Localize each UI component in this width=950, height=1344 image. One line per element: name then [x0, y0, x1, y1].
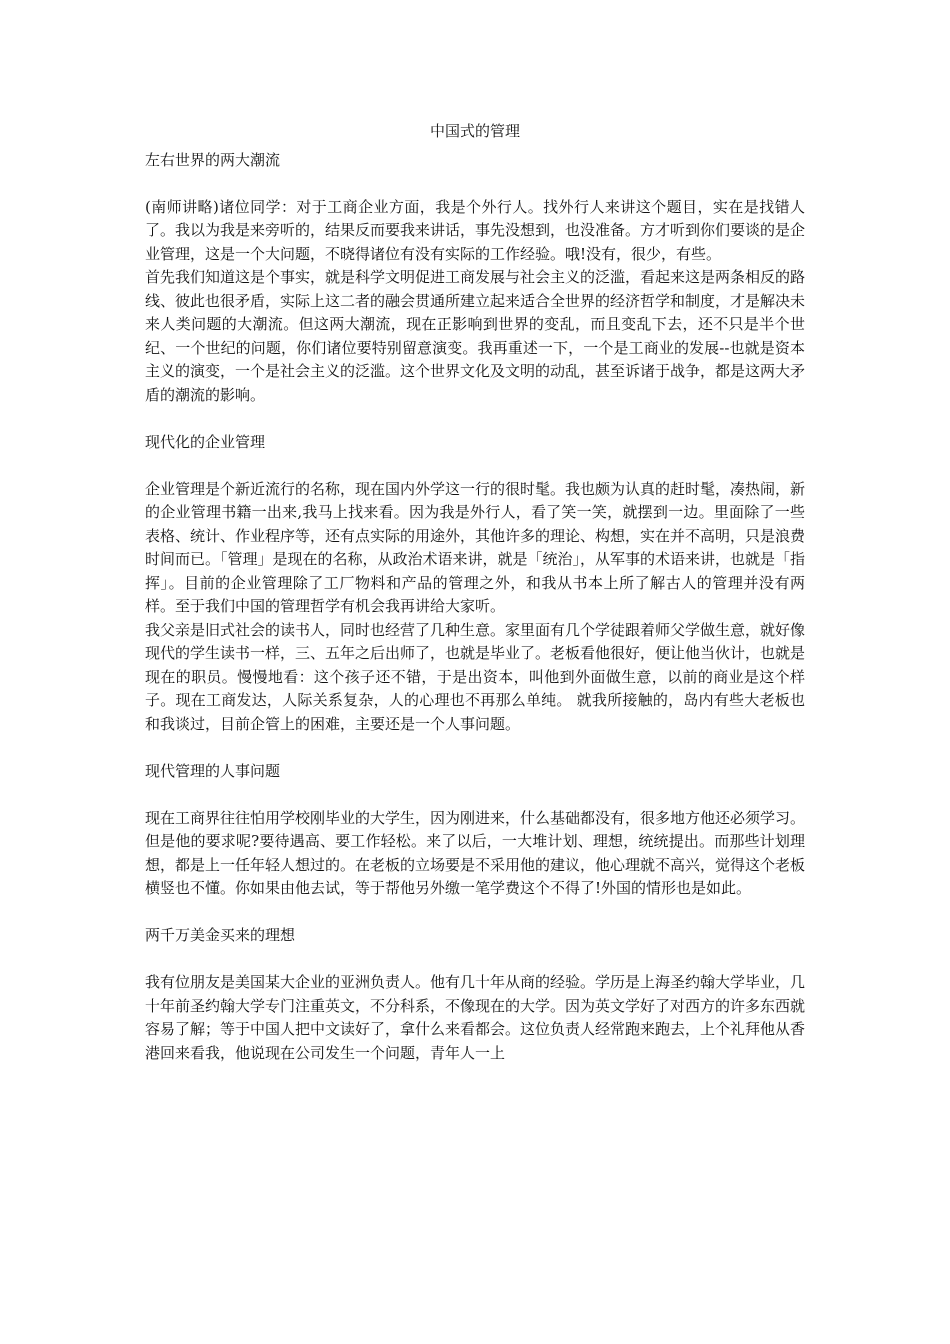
blank-line	[145, 454, 805, 478]
paragraph: (南师讲略)诸位同学：对于工商企业方面，我是个外行人。找外行人来讲这个题目，实在是找错人了。我以为我是来旁听的，结果反而要我来讲话，事先没想到，也没准备。方才听到你们要谈的是企业管理，这是一个大问题，不晓得诸位有没有实际的工作经验。哦!没有，很少，有些。	[145, 197, 806, 263]
section-heading-1: 左右世界的两大潮流	[145, 150, 281, 169]
paragraph: 我父亲是旧式社会的读书人，同时也经营了几种生意。家里面有几个学徒跟着师父学做生意，就好像现代的学生读书一样，三、五年之后出师了，也就是毕业了。老板看他很好，便让他当伙计，也就是现在的职员。慢慢地看：这个孩子还不错，于是出资本，叫他到外面做生意，以前的商业是这个样子。现在工商发达，人际关系复杂，人的心理也不再那么单纯。 就我所接触的，岛内有些大老板也和我谈过，目前企管上的困难，主要还是一个人事问题。	[145, 620, 806, 733]
document-title: 中国式的管理	[429, 122, 520, 140]
document-page	[145, 120, 805, 1065]
section-heading-2: 现代化的企业管理	[145, 432, 266, 451]
blank-line	[145, 783, 805, 807]
paragraph: 首先我们知道这是个事实，就是科学文明促进工商发展与社会主义的泛滥，看起来这是两条相反的路线、彼此也很矛盾，实际上这二者的融会贯通所建立起来适合全世界的经济哲学和制度，才是解决未来人类问题的大潮流。但这两大潮流，现在正影响到世界的变乱，而且变乱下去，还不只是半个世纪、一个世纪的问题，你们诸位要特别留意演变。我再重述一下，一个是工商业的发展--也就是资本主义的演变，一个是社会主义的泛滥。这个世界文化及文明的动乱，甚至诉诸于战争，都是这两大矛盾的潮流的影响。	[145, 268, 806, 404]
section-heading-3: 现代管理的人事问题	[145, 761, 281, 780]
paragraph: 企业管理是个新近流行的名称，现在国内外学这一行的很时髦。我也颇为认真的赶时髦，凑热闹，新的企业管理书籍一出来,我马上找来看。因为我是外行人，看了笑一笑，就摆到一边。里面除了一些表格、统计、作业程序等，还有点实际的用途外，其他许多的理论、构想，实在并不高明，只是浪费时间而已。「管理」是现在的名称，从政治术语来讲，就是「统治」，从军事的术语来讲，也就是「指挥」。目前的企业管理除了工厂物料和产品的管理之外，和我从书本上所了解古人的管理并没有两样。至于我们中国的管理哲学有机会我再讲给大家听。	[145, 479, 806, 615]
paragraph: 现在工商界往往怕用学校刚毕业的大学生，因为刚进来，什么基础都没有，很多地方他还必须学习。但是他的要求呢?要待遇高、要工作轻松。来了以后，一大堆计划、理想，统统提出。而那些计划理想，都是上一任年轻人想过的。在老板的立场要是不采用他的建议，他心理就不高兴，觉得这个老板横竖也不懂。你如果由他去试，等于帮他另外缴一笔学费这个不得了!外国的情形也是如此。	[145, 808, 806, 897]
section-heading-4: 两千万美金买来的理想	[145, 926, 296, 944]
blank-line	[145, 736, 805, 760]
blank-line	[145, 407, 805, 431]
blank-line	[145, 948, 805, 972]
paragraph: 我有位朋友是美国某大企业的亚洲负责人。他有几十年从商的经验。学历是上海圣约翰大学毕业，几十年前圣约翰大学专门注重英文，不分科系，不像现在的大学。因为英文学好了对西方的许多东西就容易了解；等于中国人把中文读好了，拿什么来看都会。这位负责人经常跑来跑去，上个礼拜他从香港回来看我，他说现在公司发生一个问题，青年人一上	[145, 973, 806, 1062]
blank-line	[145, 172, 805, 196]
blank-line	[145, 901, 805, 925]
